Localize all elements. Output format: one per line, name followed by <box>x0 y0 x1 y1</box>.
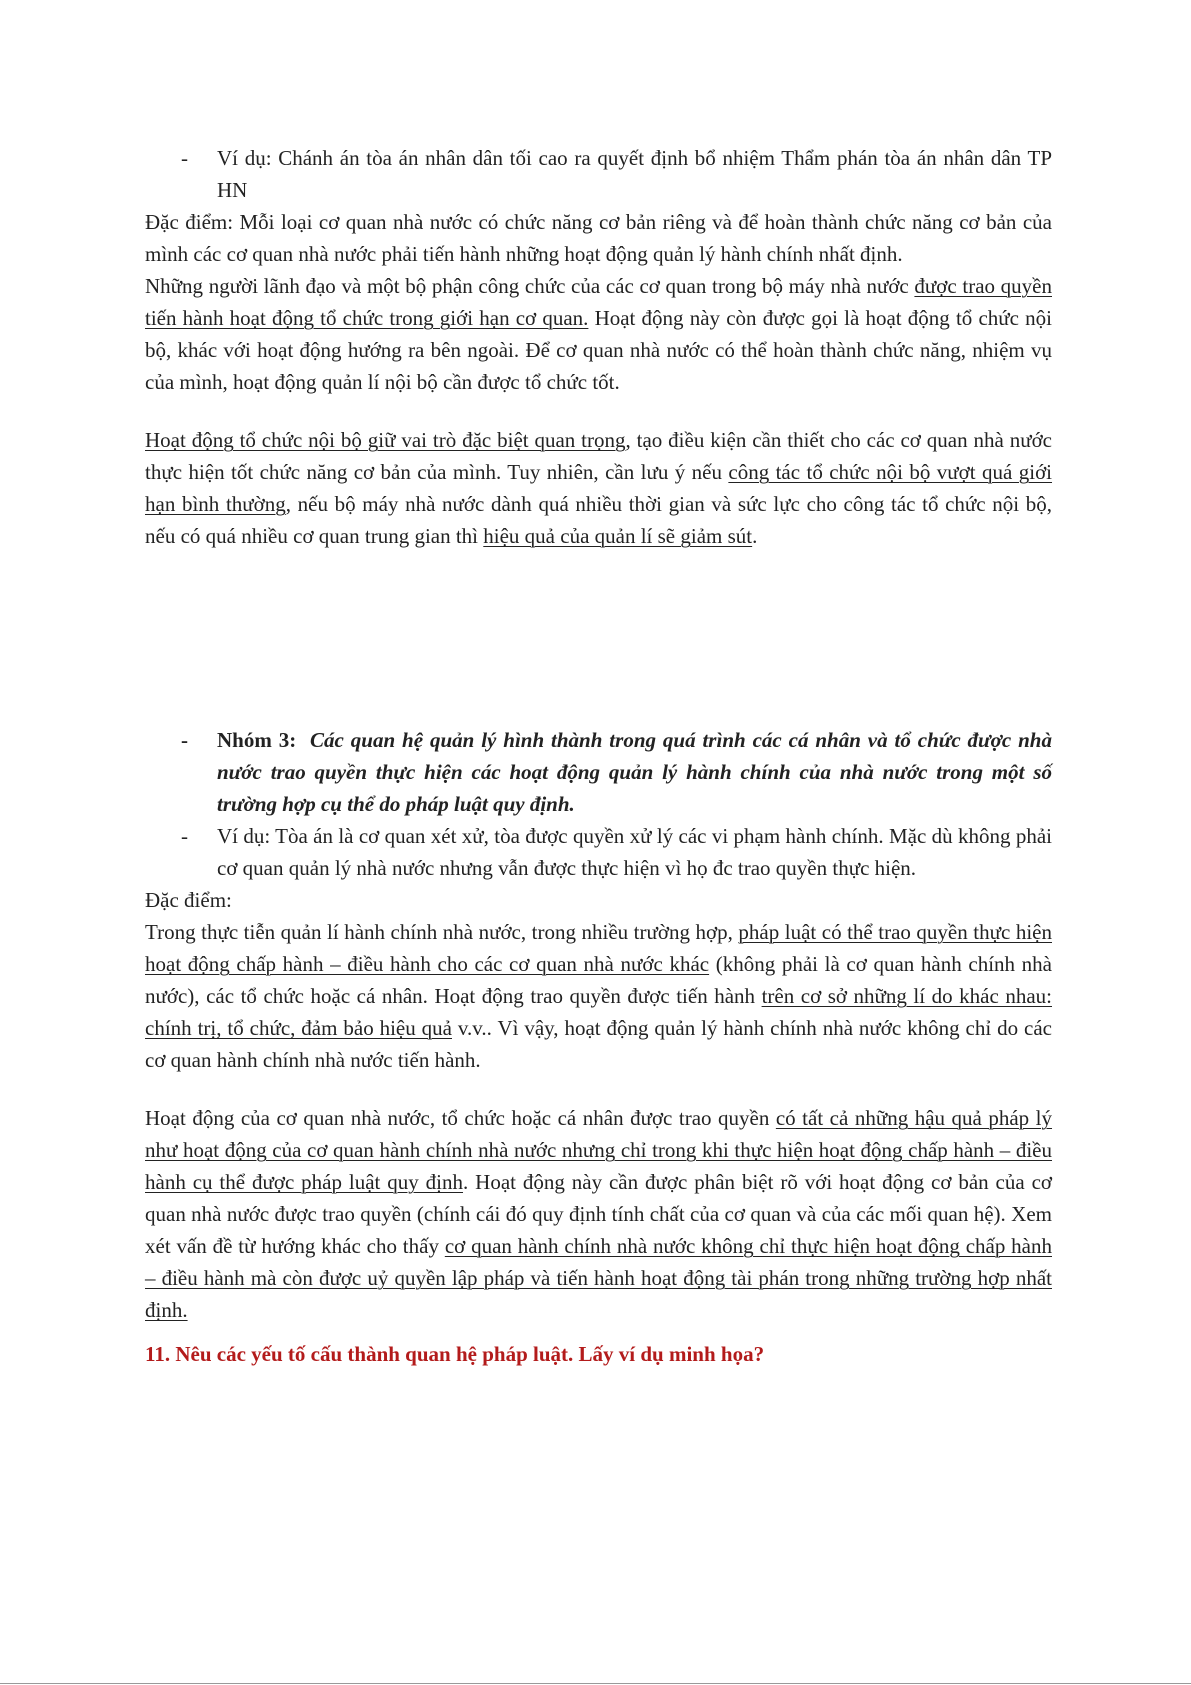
paragraph-legal-consequences: Hoạt động của cơ quan nhà nước, tổ chức hoặc cá nhân được trao quyền có tất cả những hậu quả pháp lý như hoạt động của cơ quan hành chính nhà nước nhưng chỉ trong khi thực hiện hoạt động chấp hành – điều hành cụ thể được pháp luật quy định. Hoạt động này cần được phân biệt rõ với hoạt động cơ bản của cơ quan nhà nước được trao quyền (chính cái đó quy định tính chất của cơ quan và của các mối quan hệ). Xem xét vấn đề từ hướng khác cho thấy cơ quan hành chính nhà nước không chỉ thực hiện hoạt động chấp hành – điều hành mà còn được uỷ quyền lập pháp và tiến hành hoạt động tài phán trong những trường hợp nhất định. <box>145 1106 1053 1322</box>
example-bullet-1 <box>145 142 1052 206</box>
section-heading: 11. Nêu các yếu tố cấu thành quan hệ pháp luật. Lấy ví dụ minh họa? <box>145 1342 765 1366</box>
features-paragraph-1: Đặc điểm: Mỗi loại cơ quan nhà nước có chức năng cơ bản riêng và để hoàn thành chức năng cơ bản của mình các cơ quan nhà nước phải tiến hành những hoạt động quản lý hành chính nhất định. <box>145 210 1052 266</box>
document-page <box>145 142 1052 1370</box>
bullet-dash: - <box>181 146 188 170</box>
example-text-1: Ví dụ: Chánh án tòa án nhân dân tối cao ra quyết định bổ nhiệm Thẩm phán tòa án nhân dân TP HN <box>217 146 1052 202</box>
group-3-text: Các quan hệ quản lý hình thành trong quá trình các cá nhân và tổ chức được nhà nước trao quyền thực hiện các hoạt động quản lý hành chính của nhà nước trong một số trường hợp cụ thể do pháp luật quy định. <box>217 728 1052 816</box>
group-3-label: Nhóm 3: <box>217 728 297 752</box>
group-3-bullet <box>145 724 1052 820</box>
paragraph-internal-role: Hoạt động tổ chức nội bộ giữ vai trò đặc biệt quan trọng, tạo điều kiện cần thiết cho các cơ quan nhà nước thực hiện tốt chức năng cơ bản của mình. Tuy nhiên, cần lưu ý nếu công tác tổ chức nội bộ vượt quá giới hạn bình thường, nếu bộ máy nhà nước dành quá nhiều thời gian và sức lực cho công tác tổ chức nội bộ, nếu có quá nhiều cơ quan trung gian thì hiệu quả của quản lí sẽ giảm sút. <box>145 428 1053 548</box>
example-bullet-2 <box>145 820 1052 884</box>
example-text-2: Ví dụ: Tòa án là cơ quan xét xử, tòa được quyền xử lý các vi phạm hành chính. Mặc dù không phải cơ quan quản lý nhà nước nhưng vẫn được thực hiện vì họ đc trao quyền thực hiện. <box>217 824 1052 880</box>
bullet-dash: - <box>181 728 188 752</box>
bullet-dash: - <box>181 824 188 848</box>
paragraph-internal-activity: Những người lãnh đạo và một bộ phận công chức của các cơ quan trong bộ máy nhà nước được trao quyền tiến hành hoạt động tổ chức trong giới hạn cơ quan. Hoạt động này còn được gọi là hoạt động tổ chức nội bộ, khác với hoạt động hướng ra bên ngoài. Để cơ quan nhà nước có thể hoàn thành chức năng, nhiệm vụ của mình, hoạt động quản lí nội bộ cần được tổ chức tốt. <box>145 274 1052 394</box>
page-bottom-edge <box>0 1683 1191 1684</box>
features-label: Đặc điểm: <box>145 888 232 912</box>
paragraph-delegation: Trong thực tiễn quản lí hành chính nhà nước, trong nhiều trường hợp, pháp luật có thể trao quyền thực hiện hoạt động chấp hành – điều hành cho các cơ quan nhà nước khác (không phải là cơ quan hành chính nhà nước), các tổ chức hoặc cá nhân. Hoạt động trao quyền được tiến hành trên cơ sở những lí do khác nhau: chính trị, tổ chức, đảm bảo hiệu quả v.v.. Vì vậy, hoạt động quản lý hành chính nhà nước không chỉ do các cơ quan hành chính nhà nước tiến hành. <box>145 920 1052 1072</box>
